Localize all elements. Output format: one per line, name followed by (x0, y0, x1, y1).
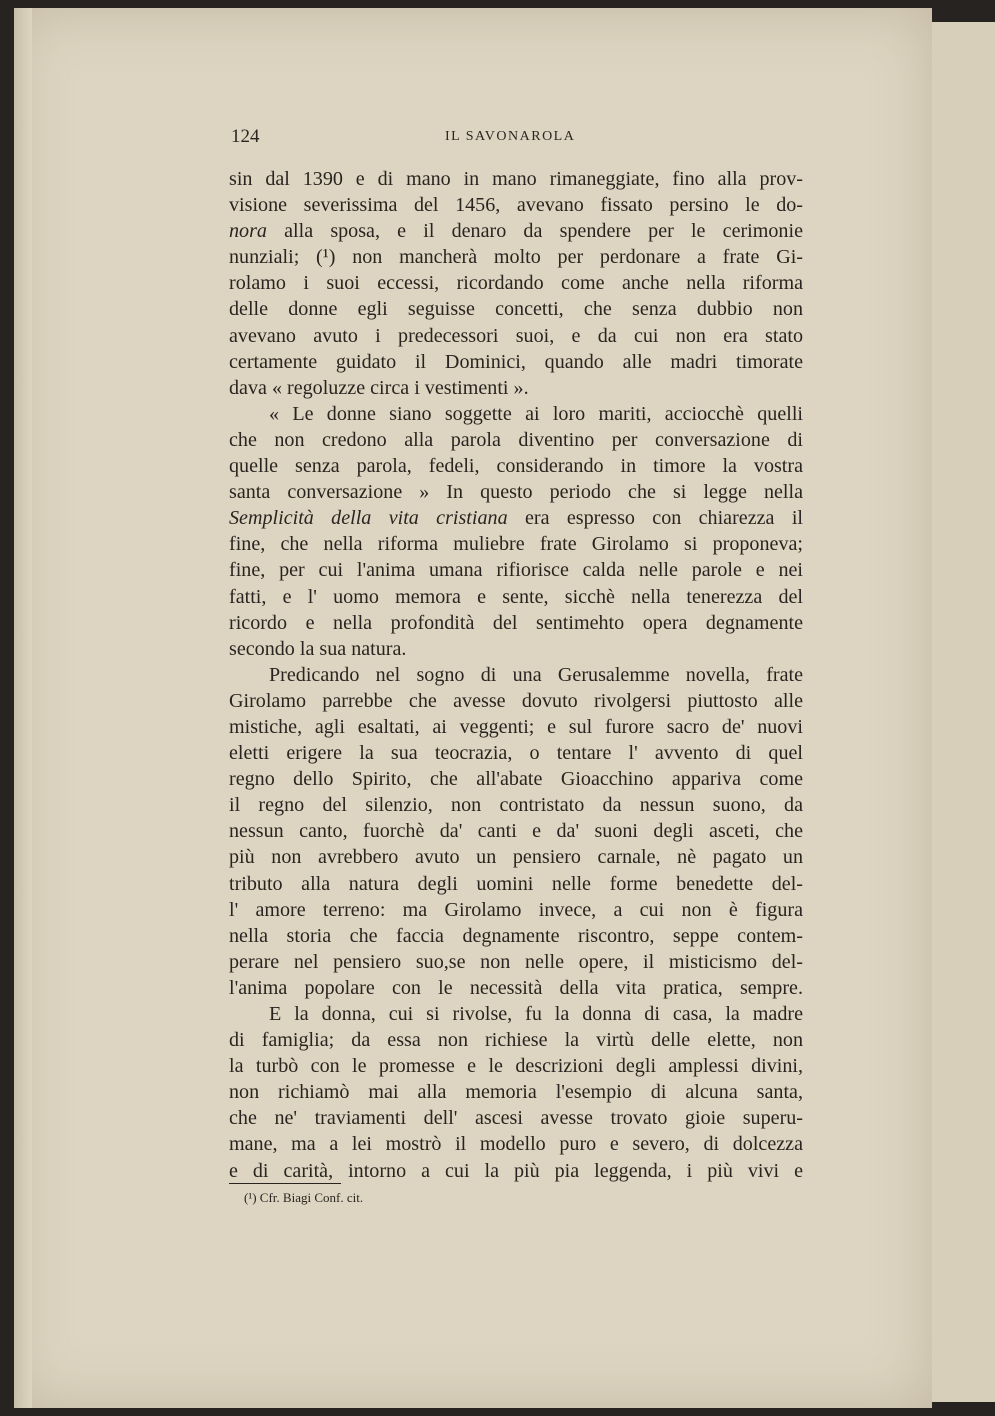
text-line: certamente guidato il Dominici, quando alle madri timorate (229, 350, 803, 373)
italic-text: nora (229, 220, 267, 243)
text-line: la turbò con le promesse e le descrizioni degli amplessi divini, (229, 1055, 803, 1078)
text-line: che non credono alla parola diventino per conversazione di (229, 428, 803, 451)
text-line: eletti erigere la sua teocrazia, o tentare l' avvento di quel (229, 742, 803, 765)
running-head: IL SAVONAROLA (445, 129, 576, 144)
text-line (229, 505, 803, 531)
text-line: tributo alla natura degli uomini nelle forme benedette del- (229, 872, 803, 895)
footnote-rule (229, 1183, 341, 1184)
text-line: mane, ma a lei mostrò il modello puro e severo, di dolcezza (229, 1133, 803, 1156)
text-line: ricordo e nella profondità del sentimehto opera degnamente (229, 611, 803, 634)
page-gutter-shadow (14, 8, 32, 1408)
text-line: perare nel pensiero suo,se non nelle opere, il misticismo del- (229, 950, 803, 973)
text-line: Predicando nel sogno di una Gerusalemme novella, frate (269, 663, 803, 686)
text-line: mistiche, agli esaltati, ai veggenti; e sul furore sacro de' nuovi (229, 715, 803, 738)
text-line: l' amore terreno: ma Girolamo invece, a cui non è figura (229, 898, 803, 921)
text-line: il regno del silenzio, non contristato da nessun suono, da (229, 794, 803, 817)
text-line: Girolamo parrebbe che avesse dovuto rivolgersi piuttosto alle (229, 689, 803, 712)
text-line: fine, per cui l'anima umana rifiorisce calda nelle parole e nei (229, 559, 803, 582)
text-line: non richiamò mai alla memoria l'esempio di alcuna santa, (229, 1081, 803, 1104)
text-line: fatti, e l' uomo memora e sente, sicchè nella tenerezza del (229, 585, 803, 608)
text-line: quelle senza parola, fedeli, considerando in timore la vostra (229, 455, 803, 478)
text-line: delle donne egli seguisse concetti, che senza dubbio non (229, 298, 803, 321)
text-line: che ne' traviamenti dell' ascesi avesse trovato gioie superu- (229, 1107, 803, 1130)
text-line: santa conversazione » In questo periodo che si legge nella (229, 481, 803, 504)
line-text: alla sposa, e il denaro da spendere per le cerimonie (266, 220, 803, 243)
text-line: nessun canto, fuorchè da' canti e da' suoni degli asceti, che (229, 820, 803, 843)
next-page-edge (930, 22, 995, 1402)
text-line: regno dello Spirito, che all'abate Gioacchino appariva come (229, 768, 803, 791)
body-text (229, 166, 803, 1184)
italic-text: Semplicità della vita cristiana (229, 507, 508, 530)
text-line: nella storia che faccia degnamente riscontro, seppe contem- (229, 924, 803, 947)
text-line: fine, che nella riforma muliebre frate Girolamo si proponeva; (229, 533, 803, 556)
text-line: E la donna, cui si rivolse, fu la donna di casa, la madre (269, 1003, 803, 1025)
text-line: visione severissima del 1456, avevano fissato persino le do- (229, 194, 803, 217)
page-number: 124 (231, 126, 260, 147)
text-line: « Le donne siano soggette ai loro mariti, acciocchè quelli (269, 402, 803, 425)
text-line: rolamo i suoi eccessi, ricordando come anche nella riforma (229, 272, 803, 295)
text-line: dava « regoluzze circa i vestimenti ». (229, 376, 529, 399)
text-line: avevano avuto i predecessori suoi, e da cui non era stato (229, 324, 803, 347)
text-line: più non avrebbero avuto un pensiero carnale, nè pagato un (229, 846, 803, 869)
footnote: (¹) Cfr. Biagi Conf. cit. (244, 1190, 364, 1205)
text-line: e di carità, intorno a cui la più pia leggenda, i più vivi e (229, 1159, 803, 1182)
text-line: l'anima popolare con le necessità della vita pratica, sempre. (229, 976, 803, 999)
line-text: era espresso con chiarezza il (507, 507, 803, 530)
text-line (229, 218, 803, 244)
page-header (231, 126, 803, 150)
text-line: sin dal 1390 e di mano in mano rimaneggiate, fino alla prov- (229, 168, 803, 190)
text-line: secondo la sua natura. (229, 637, 407, 660)
text-line: nunziali; (¹) non mancherà molto per perdonare a frate Gi- (229, 246, 803, 269)
text-line: di famiglia; da essa non richiese la virtù delle elette, non (229, 1029, 803, 1052)
